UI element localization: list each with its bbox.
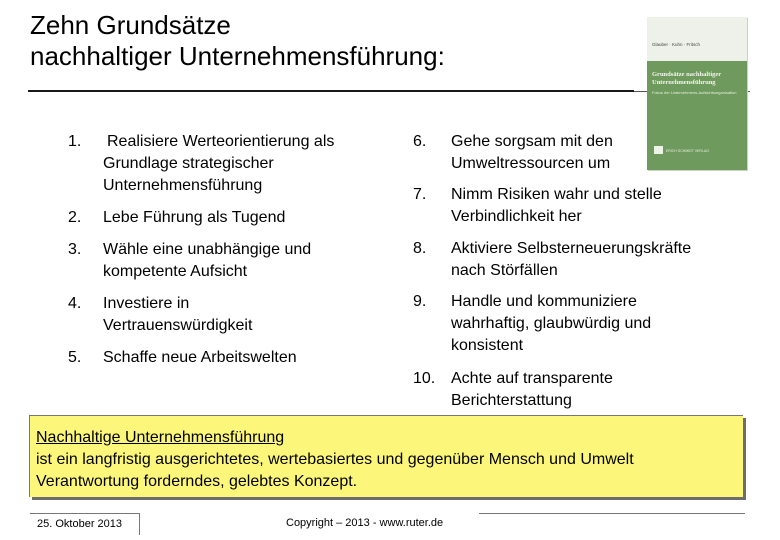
publisher-logo [654,146,663,154]
principle-number: 1. [68,133,82,150]
principle-number: 10. [413,370,436,387]
principle-number: 6. [413,133,427,150]
footer-copyright: Copyright – 2013 - www.ruter.de [286,517,444,529]
principle-2 [68,207,368,229]
principle-number: 8. [413,240,427,257]
principle-5 [68,347,368,369]
principle-3 [68,239,368,283]
principle-text: Achte auf transparente Berichterstattung [451,370,613,409]
principle-text: Investiere in Vertrauenswürdigkeit [103,295,253,334]
principle-number: 5. [68,349,82,366]
principle-text: Handle und kommuniziere wahrhaftig, glaubwürdig und konsistent [451,293,652,354]
book-cover-publisher: ERICH SCHMIDT VERLAG [666,149,709,153]
book-cover-authors: Glauber · Kuhn · Fritsch [652,42,701,47]
principle-text: Realisiere Werteorientierung als Grundlage strategischer Unternehmensführung [103,133,335,194]
principle-number: 7. [413,186,427,203]
principle-7 [413,184,713,228]
principle-10 [413,368,653,412]
book-cover-header [647,17,747,61]
footer-date-box [30,513,140,535]
title-underline [28,90,634,92]
principle-text: Lebe Führung als Tugend [103,209,286,226]
definition-box [29,415,743,497]
principle-number: 2. [68,209,82,226]
principle-text: Schaffe neue Arbeitswelten [103,349,297,366]
book-cover-subtitle: Fokus der Unternehmens-Aufsichtsorganisation [652,90,737,95]
definition-line-1: ist ein langfristig ausgerichtetes, wertebasiertes und gegenüber Mensch und Umwelt [36,451,634,468]
definition-line-2: Verantwortung forderndes, gelebtes Konzept. [36,473,358,490]
slide-title [30,10,445,72]
book-cover-image [647,17,747,170]
principle-text: Nimm Risiken wahr und stelle Verbindlichkeit her [451,186,662,225]
principle-9 [413,291,683,357]
principle-8 [413,238,713,282]
principle-text: Gehe sorgsam mit den Umweltressourcen um [451,133,613,172]
slide-title-line-1: Zehn Grundsätze [30,10,231,40]
principle-1 [40,131,370,197]
slide-title-line-2: nachhaltiger Unternehmensführung: [30,41,445,71]
definition-heading: Nachhaltige Unternehmensführung [36,429,285,446]
book-cover-title-line-1: Grundsätze nachhaltiger [652,71,722,78]
principle-text: Wähle eine unabhängige und kompetente Aufsicht [103,241,312,280]
book-cover-title-line-2: Unternehmensführung [652,79,716,86]
principle-4 [68,293,313,337]
principle-number: 9. [413,293,427,310]
book-cover-title [652,71,721,87]
principle-number: 3. [68,241,82,258]
principle-6 [413,131,648,175]
principle-number: 4. [68,295,82,312]
definition-text [36,427,634,493]
principle-text: Aktiviere Selbsterneuerungskräfte nach Störfällen [451,240,692,279]
footer-date: 25. Oktober 2013 [37,518,123,530]
footer-divider [479,513,745,514]
